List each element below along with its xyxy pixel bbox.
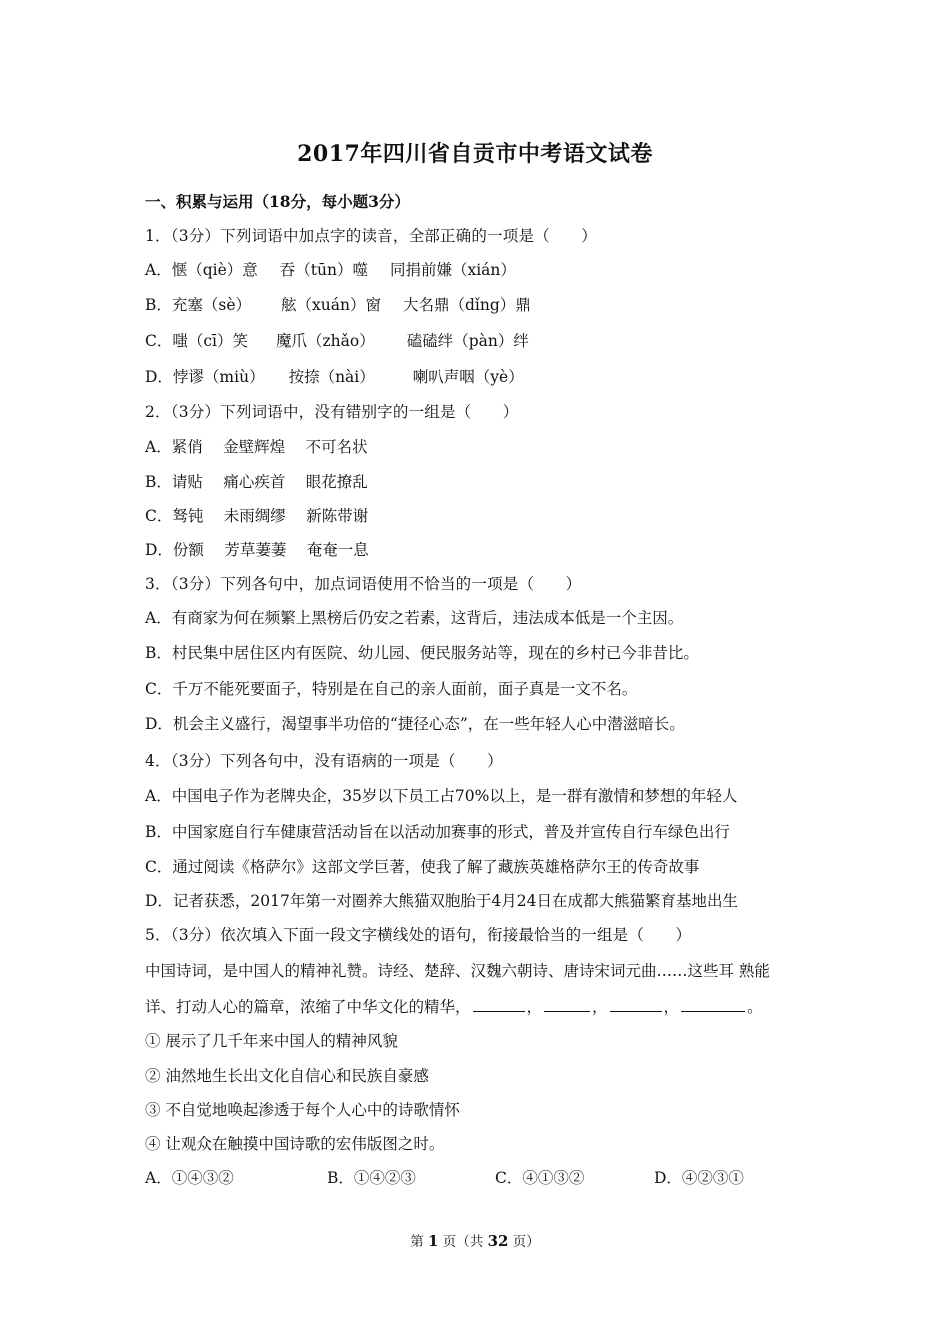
question-3-option-b: B．村民集中居住区内有医院、幼儿园、便民服务站等，现在的乡村已今非昔比。 — [145, 644, 699, 662]
option-c-word-3: 磕磕绊（pàn）绊 — [406, 332, 529, 350]
option-d-word-3: 喇叭声咽（yè） — [412, 368, 524, 386]
answer-blank-2[interactable] — [544, 997, 590, 1012]
question-2-option-a: A．紧俏 金壁辉煌 不可名状 — [145, 438, 368, 456]
question-4-option-a: A．中国电子作为老牌央企，35岁以下员工占70%以上，是一群有激情和梦想的年轻人 — [145, 787, 738, 805]
page-title: 2017年四川省自贡市中考语文试卷 — [297, 141, 653, 167]
option-d-word-2: 按捺（nài） — [288, 368, 375, 386]
question-5-item-3: ③ 不自觉地唤起渗透于每个人心中的诗歌情怀 — [145, 1101, 460, 1119]
question-4-option-d: D．记者获悉，2017年第一对圈养大熊猫双胞胎于4月24日在成都大熊猫繁育基地出生 — [145, 892, 738, 910]
question-1-option-c — [145, 329, 529, 351]
question-5-option-b: B．①④②③ — [327, 1169, 416, 1187]
blank-separator-2: ， — [592, 998, 608, 1016]
question-2-option-d: D．份额 芳草萋萋 奄奄一息 — [145, 541, 369, 559]
footer-suffix: 页） — [508, 1234, 540, 1250]
option-c-word-2: 魔爪（zhǎo） — [276, 332, 375, 350]
answer-blank-3[interactable] — [610, 997, 662, 1012]
question-4-option-c: C．通过阅读《格萨尔》这部文学巨著，使我了解了藏族英雄格萨尔王的传奇故事 — [145, 858, 700, 876]
question-2-option-b: B．请贴 痛心疾首 眼花撩乱 — [145, 473, 368, 491]
total-page-count: 32 — [487, 1232, 509, 1250]
question-5-item-2: ② 油然地生长出文化自信心和民族自豪感 — [145, 1067, 429, 1085]
blank-separator-3: ， — [663, 998, 680, 1016]
question-5-passage-line-1: 中国诗词，是中国人的精神礼赞。诗经、楚辞、汉魏六朝诗、唐诗宋词元曲……这些耳 熟能 — [145, 962, 770, 980]
option-b-word-1: B．充塞（sè） — [145, 296, 252, 314]
option-a-word-1: A．惬（qiè）意 — [145, 261, 258, 279]
question-3-option-a: A．有商家为何在频繁上黑榜后仍安之若素，这背后，违法成本低是一个主因。 — [145, 609, 684, 627]
option-d-word-1: D．悖谬（miù） — [145, 368, 265, 386]
option-a-word-3: 同捐前嫌（xián） — [389, 261, 516, 279]
question-5-item-1: ① 展示了几千年来中国人的精神风貌 — [145, 1032, 398, 1050]
footer-prefix: 第 — [410, 1234, 429, 1250]
question-3-stem: 3．（3分）下列各句中，加点词语使用不恰当的一项是（ ） — [145, 575, 582, 593]
question-5-item-4: ④ 让观众在触摸中国诗歌的宏伟版图之时。 — [145, 1135, 445, 1153]
answer-blank-1[interactable] — [473, 997, 525, 1012]
passage-text: 详、打动人心的篇章，浓缩了中华文化的精华， — [145, 998, 471, 1016]
answer-blank-4[interactable] — [681, 997, 745, 1012]
question-5-stem: 5．（3分）依次填入下面一段文字横线处的语句，衔接最恰当的一组是（ ） — [145, 926, 692, 944]
question-5-option-a: A．①④③② — [145, 1169, 234, 1187]
option-a-word-2: 吞（tūn）噬 — [279, 261, 368, 279]
question-5-option-d: D．④②③① — [654, 1169, 744, 1187]
passage-end: 。 — [747, 998, 763, 1016]
current-page-number: 1 — [428, 1232, 439, 1250]
question-1-option-a — [145, 258, 516, 280]
question-3-option-d: D．机会主义盛行，渴望事半功倍的“捷径心态”，在一些年轻人心中潜滋暗长。 — [145, 715, 685, 733]
question-1-option-d — [145, 365, 524, 387]
page-footer — [0, 1230, 950, 1250]
question-4-option-b: B．中国家庭自行车健康营活动旨在以活动加赛事的形式，普及并宣传自行车绿色出行 — [145, 823, 730, 841]
option-b-word-2: 舷（xuán）窗 — [281, 296, 381, 314]
question-1-stem: 1．（3分）下列词语中加点字的读音，全部正确的一项是（ ） — [145, 227, 597, 245]
question-4-stem: 4．（3分）下列各句中，没有语病的一项是（ ） — [145, 752, 503, 770]
question-5-option-c: C．④①③② — [495, 1169, 585, 1187]
question-3-option-c: C．千万不能死要面子，特别是在自己的亲人面前，面子真是一文不名。 — [145, 680, 638, 698]
option-c-word-1: C．嗤（cī）笑 — [145, 332, 248, 350]
question-2-option-c: C．驽钝 未雨绸缪 新陈带谢 — [145, 507, 369, 525]
section-heading: 一、积累与运用（18分，每小题3分） — [145, 192, 410, 211]
question-1-option-b — [145, 293, 531, 315]
question-5-passage-line-2 — [145, 995, 763, 1017]
footer-middle: 页（共 — [438, 1234, 488, 1250]
question-2-stem: 2．（3分）下列词语中，没有错别字的一组是（ ） — [145, 403, 519, 421]
option-b-word-3: 大名鼎（dǐng）鼎 — [402, 296, 531, 314]
blank-separator-1: ， — [526, 998, 543, 1016]
